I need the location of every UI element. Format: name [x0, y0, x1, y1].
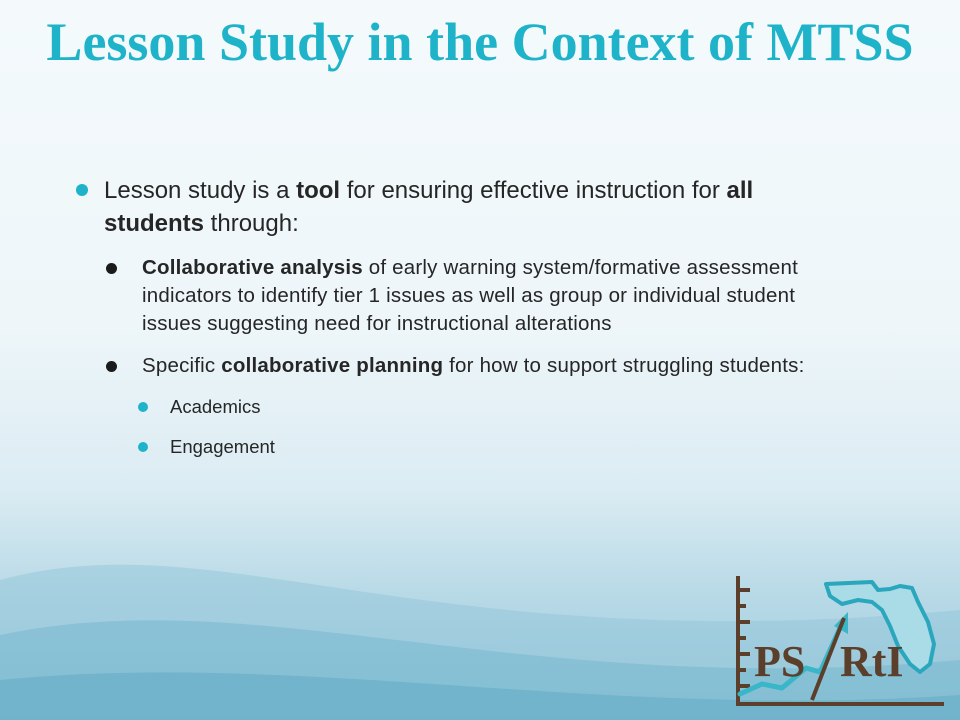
slide-content [72, 174, 852, 460]
sub-bullet-collaborative-planning [72, 352, 852, 380]
bullet-text: of early warning system/formative assessment indicators to identify tier 1 issues as well as group or individual student issues suggesting need for instructional alterations [142, 256, 798, 335]
sub-bullet-collaborative-analysis [72, 254, 852, 338]
bullet-dot [138, 442, 148, 452]
bold-all-students: all students [104, 177, 754, 237]
logo-text-ps: PS [754, 637, 806, 686]
bullet-text: through: [204, 210, 299, 237]
bullet-dot [106, 361, 117, 372]
bullet-text: for how to support struggling students: [443, 354, 805, 377]
sub-sub-bullet-engagement [72, 434, 852, 460]
bullet-dot [138, 402, 148, 412]
sub-sub-bullet-academics [72, 394, 852, 420]
bullet-lesson-study [72, 174, 852, 240]
bullet-text: for ensuring effective instruction for [340, 177, 727, 204]
bold-tool: tool [296, 177, 341, 204]
bold-collaborative-analysis: Collaborative analysis [142, 256, 363, 279]
bullet-text: Engagement [170, 436, 275, 457]
bullet-text: Specific [142, 354, 222, 377]
bullet-dot [106, 263, 117, 274]
bold-collaborative-planning: collaborative planning [221, 354, 444, 377]
logo-text-rti: RtI [840, 637, 904, 686]
bullet-text: Academics [170, 396, 261, 417]
bullet-text: Lesson study is a [104, 177, 297, 204]
bullet-dot [76, 184, 88, 196]
ps-rti-logo [722, 572, 950, 712]
slide-title: Lesson Study in the Context of MTSS [46, 12, 914, 72]
